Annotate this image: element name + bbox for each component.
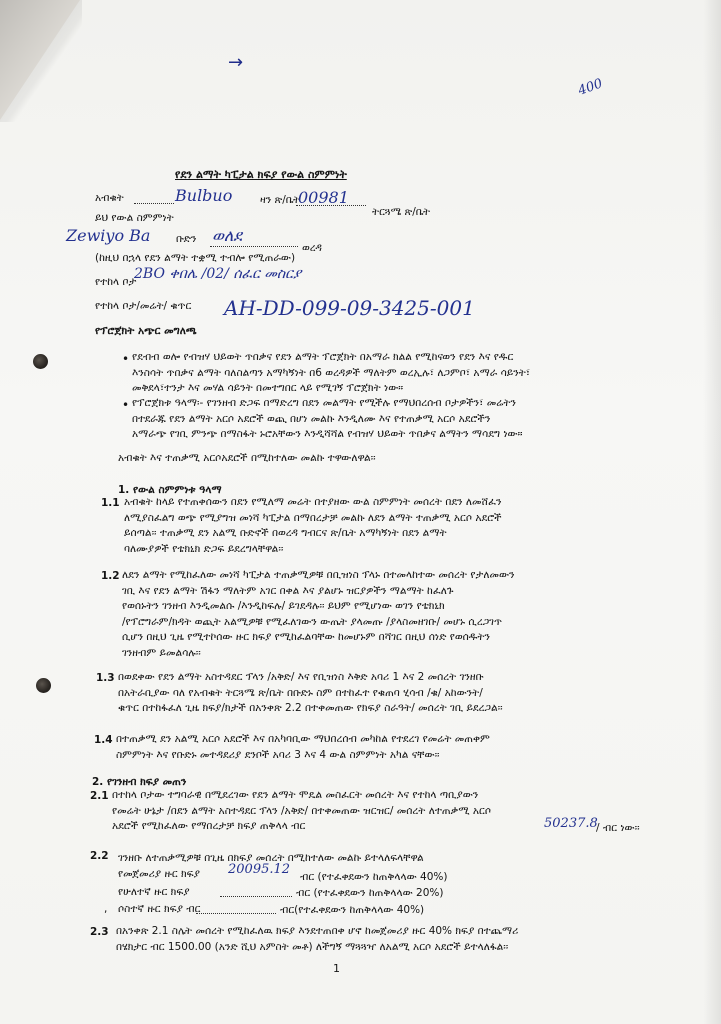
text-line: የፕሮጀክቱ ዓላማ፡- የገንዘብ ድጋፍ በማድረግ በደን መልማት የሚችሉ የማህበረሰብ ቦታዎችን፣ መሬትን xyxy=(132,397,516,409)
field-label-agreement: ይህ የውል ስምምነት xyxy=(95,212,174,224)
field-note-branch: (ከዚህ በኋላ የደን ልማት ተቋሚ ተብሎ የሚጠራው) xyxy=(95,252,296,264)
bullet-1: • xyxy=(122,352,130,366)
text-line: በሄክታር ብር 1500.00 (አንድ ሺህ አምስት መቶ) ለችግኝ ማጓጓዣ ለአልሚ አርሶ አደሮች ይተላለፋል፡፡ xyxy=(116,940,509,953)
payment-row-2-blank xyxy=(220,896,292,897)
text-line: መቅደላ፣ተንታ እና መሃል ሳይንት በመተግበር ላይ የሚገኝ ፕሮጀክት ነው። xyxy=(132,382,404,394)
clause-1-4 xyxy=(116,732,490,763)
clause-1-4-number: 1.4 xyxy=(94,734,113,746)
payment-row-2-note: ብር (የተፈቀደውን ከጠቅላላው 20%) xyxy=(296,887,444,899)
handwritten-bank-name: ወለደ xyxy=(212,226,243,245)
payment-row-3-label: ሶስተኛ ዙር ክፍያ ብር xyxy=(118,903,201,915)
handwritten-organization: Zewiyo Ba xyxy=(66,226,151,245)
agreement-intro: አብቁት እና ተጠቃሚ አርሶአደሮች በሚከተለው መልኩ ተዋውለዋል፡፡ xyxy=(118,452,376,464)
pen-scribble-top: → xyxy=(228,52,244,73)
text-line: ገቢ እና የደን ልማት ሽፋን ማለትም አገር በቀል እና ያልሆኑ ዝርያዎችን ማልማት ከፈለጉ xyxy=(122,584,454,597)
clause-2-3 xyxy=(116,924,518,955)
text-line: በአንቀጽ 2.1 ስሌት መሰረት የሚከፈለዉ ክፍያ እንደተጠበቀ ሆኖ ከመጀመሪያ ዙር 40% ክፍያ በተጨማሪ xyxy=(116,925,519,937)
summary-bullet-1 xyxy=(132,350,530,397)
text-line: ለሚያስፈልግ ወጭ የሚያግዝ መነሻ ካፒታል በማበረታቻ መልኩ ለደን ልማት ተጠቃሚ አርሶ አደሮች xyxy=(124,511,502,524)
clause-2-1 xyxy=(112,788,491,835)
text-line: ለደን ልማት የሚከፈለው መነሻ ካፒታል ተጠቃሚዎቹ በቢዝነስ ፕላኑ በተመላከተው መሰረት የታለመውን xyxy=(122,569,515,581)
field-label-id: ዛን ጽ/ቤት xyxy=(260,194,301,206)
handwritten-customer-name: Bulbuo xyxy=(175,186,233,205)
clause-1-1-number: 1.1 xyxy=(101,497,120,509)
clause-2-2-intro: ገንዘቡ ለተጠቃሚዎቹ በጊዜ በክፍያ መሰረት በሚከተለው መልኩ ይተላለፍላቸዋል xyxy=(118,852,424,864)
text-line: በወደቀው የደን ልማት አስተዳደር ፕላን /አቅድ/ እና የቢዝነስ እቅድ አባሪ 1 እና 2 መሰረት ገንዘቡ xyxy=(118,671,484,683)
text-line: ሲሆን በዚህ ጊዜ የሚተኮሰው ዙር ክፍያ የሚከፈልባቸው ከመሆኑም በሻገር በዚህ ሰነድ የወሰዱትን xyxy=(122,631,490,643)
page-number: 1 xyxy=(333,962,340,975)
text-line: የወሰኑትን ገንዘብ እንዲመልሱ /እንዲከፍሉ/ ይገደዳሉ፡፡ ይህም የሚሆነው ወገን የቴክኒክ xyxy=(122,600,445,612)
clause-2-2-number: 2.2 xyxy=(90,850,109,862)
text-line: የደብብ ወሎ የብዝሃ ህይወት ጥበቃና የደን ልማት ፕሮጀክት በአማራ ክልል የሚከናወን የደን እና የዱር xyxy=(132,351,514,363)
payment-row-3-blank xyxy=(196,913,276,914)
punch-hole-bottom xyxy=(36,678,51,693)
text-line: /የፕሮግራም/ክዳት ወጪት አልሚዎቹ የሚፈለገውን ውጤት ያላመጡ /ያላስመዘገቡ/ መሆኑ ሲረጋገጥ xyxy=(122,615,502,628)
handwritten-address: 2BO ቀበሌ /02/ ሰፈር መስርያ xyxy=(134,266,302,282)
bullet-2: • xyxy=(122,398,130,412)
text-line: ቁጥር በተከፋፈለ ጊዜ ክፍያ/ክታች በአንቀጽ 2.2 በተቀመጠው የክፍያ ስራዓት/ መሰረት ገቢ ይደረጋል፡፡ xyxy=(118,702,503,714)
text-line: አብቁት ከላይ የተጠቀሰውን በደን የሚለማ መሬት በተያዘው ውል ስምምነት መሰረት በደን ለመሸፈን xyxy=(124,496,502,508)
text-line: በአትራቢያው ባለ የአብቁት ትርጓሜ ጽ/ቤት በቡድኑ ስም በተከፈተ የቁጠባ ሂሳብ /ቁ/ አከውንት/ xyxy=(118,686,483,699)
page-edge-shadow xyxy=(703,0,721,1024)
summary-bullet-2 xyxy=(132,396,523,443)
punch-hole-top xyxy=(33,354,48,369)
text-line: በተከላ ቦታው ተግባራዊ በሚደረገው የደን ልማት ሞዴል መስፈርት መሰረት እና የተከላ ጣቢያውን xyxy=(112,789,479,801)
folded-corner-shadow xyxy=(0,0,82,122)
payment-row-3-note: ብር(የተፈቀደውን ከጠቅላላው 40%) xyxy=(280,904,425,916)
field-label-project: የተከላ ቦታ/መሬት/ ቁጥር xyxy=(95,300,192,312)
section-2-heading: 2. የገንዘብ ክፍያ መጠን xyxy=(92,776,187,788)
text-line: አማራጭ የገቢ ምንጭ በማስፋት ኑሮአቸውን እንዲሻሻል የብዝሃ ህይወት ጥበቃና ልማትን ማሳደግ ነው። xyxy=(132,428,523,440)
clause-2-3-number: 2.3 xyxy=(90,926,109,938)
text-line: ስምምነት እና የቡድኑ መተዳደሪያ ደንቦች አባሪ 3 እና 4 ውል ስምምነት አካል ናቸው፡፡ xyxy=(116,748,440,761)
handwritten-id-number: 00981 xyxy=(298,188,349,207)
text-line: በተደራጁ የደን ልማት አርሶ አደሮች ወጪ በሆነ መልኩ እንዲለሙ እና የተጠቃሚ አርሶ አደሮችን xyxy=(132,412,491,425)
field-line-id xyxy=(296,205,366,206)
handwritten-project-code: AH-DD-099-09-3425-001 xyxy=(224,296,475,320)
field-line-bank xyxy=(210,246,298,247)
text-line: በተጠቃሚ ደን አልሚ አርሶ አደሮች እና በአካባቢው ማህበረሰብ መካከል የተደረገ የመሬት መጠቀም xyxy=(116,733,490,745)
clause-1-1 xyxy=(124,495,502,557)
field-label-customer: አብቁት xyxy=(95,192,124,204)
clause-1-2 xyxy=(122,568,515,661)
handwritten-amount-1: 50237.8 xyxy=(544,816,598,831)
field-label-branch: ወረዳ xyxy=(302,242,322,254)
clause-1-3-number: 1.3 xyxy=(96,672,115,684)
clause-1-3 xyxy=(118,670,503,717)
field-label-bank: ቡድን xyxy=(176,233,197,245)
amount-1-suffix: / ብር ነው፡፡ xyxy=(596,822,640,834)
handwritten-page-number: 400 xyxy=(576,76,605,99)
field-label-address: የተከላ ቦታ xyxy=(95,276,137,288)
section-heading-summary: የፕሮጀክት አጭር መግለጫ xyxy=(95,325,197,337)
document-title: የደን ልማት ካፒታል ክፍያ የውል ስምምነት xyxy=(175,168,347,181)
text-line: እንስሳት ጥበቃና ልማት ባለስልጣን አማካኝነት በ6 ወረዳዎች ማለትም ወረኢሉ፣ ለጋምቦ፣ አማራ ሳይንት፣ xyxy=(132,366,531,379)
text-line: ባለሙያዎች የቴክኒክ ድጋፍ ይደረግላቸዋል፡፡ xyxy=(124,542,284,555)
section-1-heading: 1. የውል ስምምነቱ ዓላማ xyxy=(118,484,222,496)
text-line: የመሬት ሁኔታ /በደን ልማት አስተዳደር ፕላን /አቅድ/ በተቀመጠው ዝርዝር/ መሰረት ለተጠቃሚ አርሶ xyxy=(112,804,492,817)
payment-row-3-bullet: , xyxy=(104,903,108,915)
payment-row-1-label: የመጀመሪያ ዙር ክፍያ xyxy=(118,868,200,880)
payment-row-2-label: የሁለተኛ ዙር ክፍያ xyxy=(118,886,190,898)
text-line: ይሰጣል፡፡ ተጠቃሚ ደን አልሚ ቡድኖች በወረዳ ግብርና ጽ/ቤት አማካኝነት በደን ልማት xyxy=(124,527,447,539)
text-line: አደሮች የሚከፈለው የማበረታቻ ክፍያ ጠቅላላ ብር xyxy=(112,820,306,832)
field-label-registration: ትርጓሜ ጽ/ቤት xyxy=(372,206,431,218)
payment-row-1-note: ብር (የተፈቀደውን ከጠቅላላው 40%) xyxy=(300,871,448,883)
text-line: ገንዘብም ይመልሳሉ፡፡ xyxy=(122,646,201,659)
field-line-customer xyxy=(134,203,174,204)
clause-2-1-number: 2.1 xyxy=(90,790,109,802)
handwritten-amount-2: 20095.12 xyxy=(228,862,291,877)
clause-1-2-number: 1.2 xyxy=(101,570,120,582)
